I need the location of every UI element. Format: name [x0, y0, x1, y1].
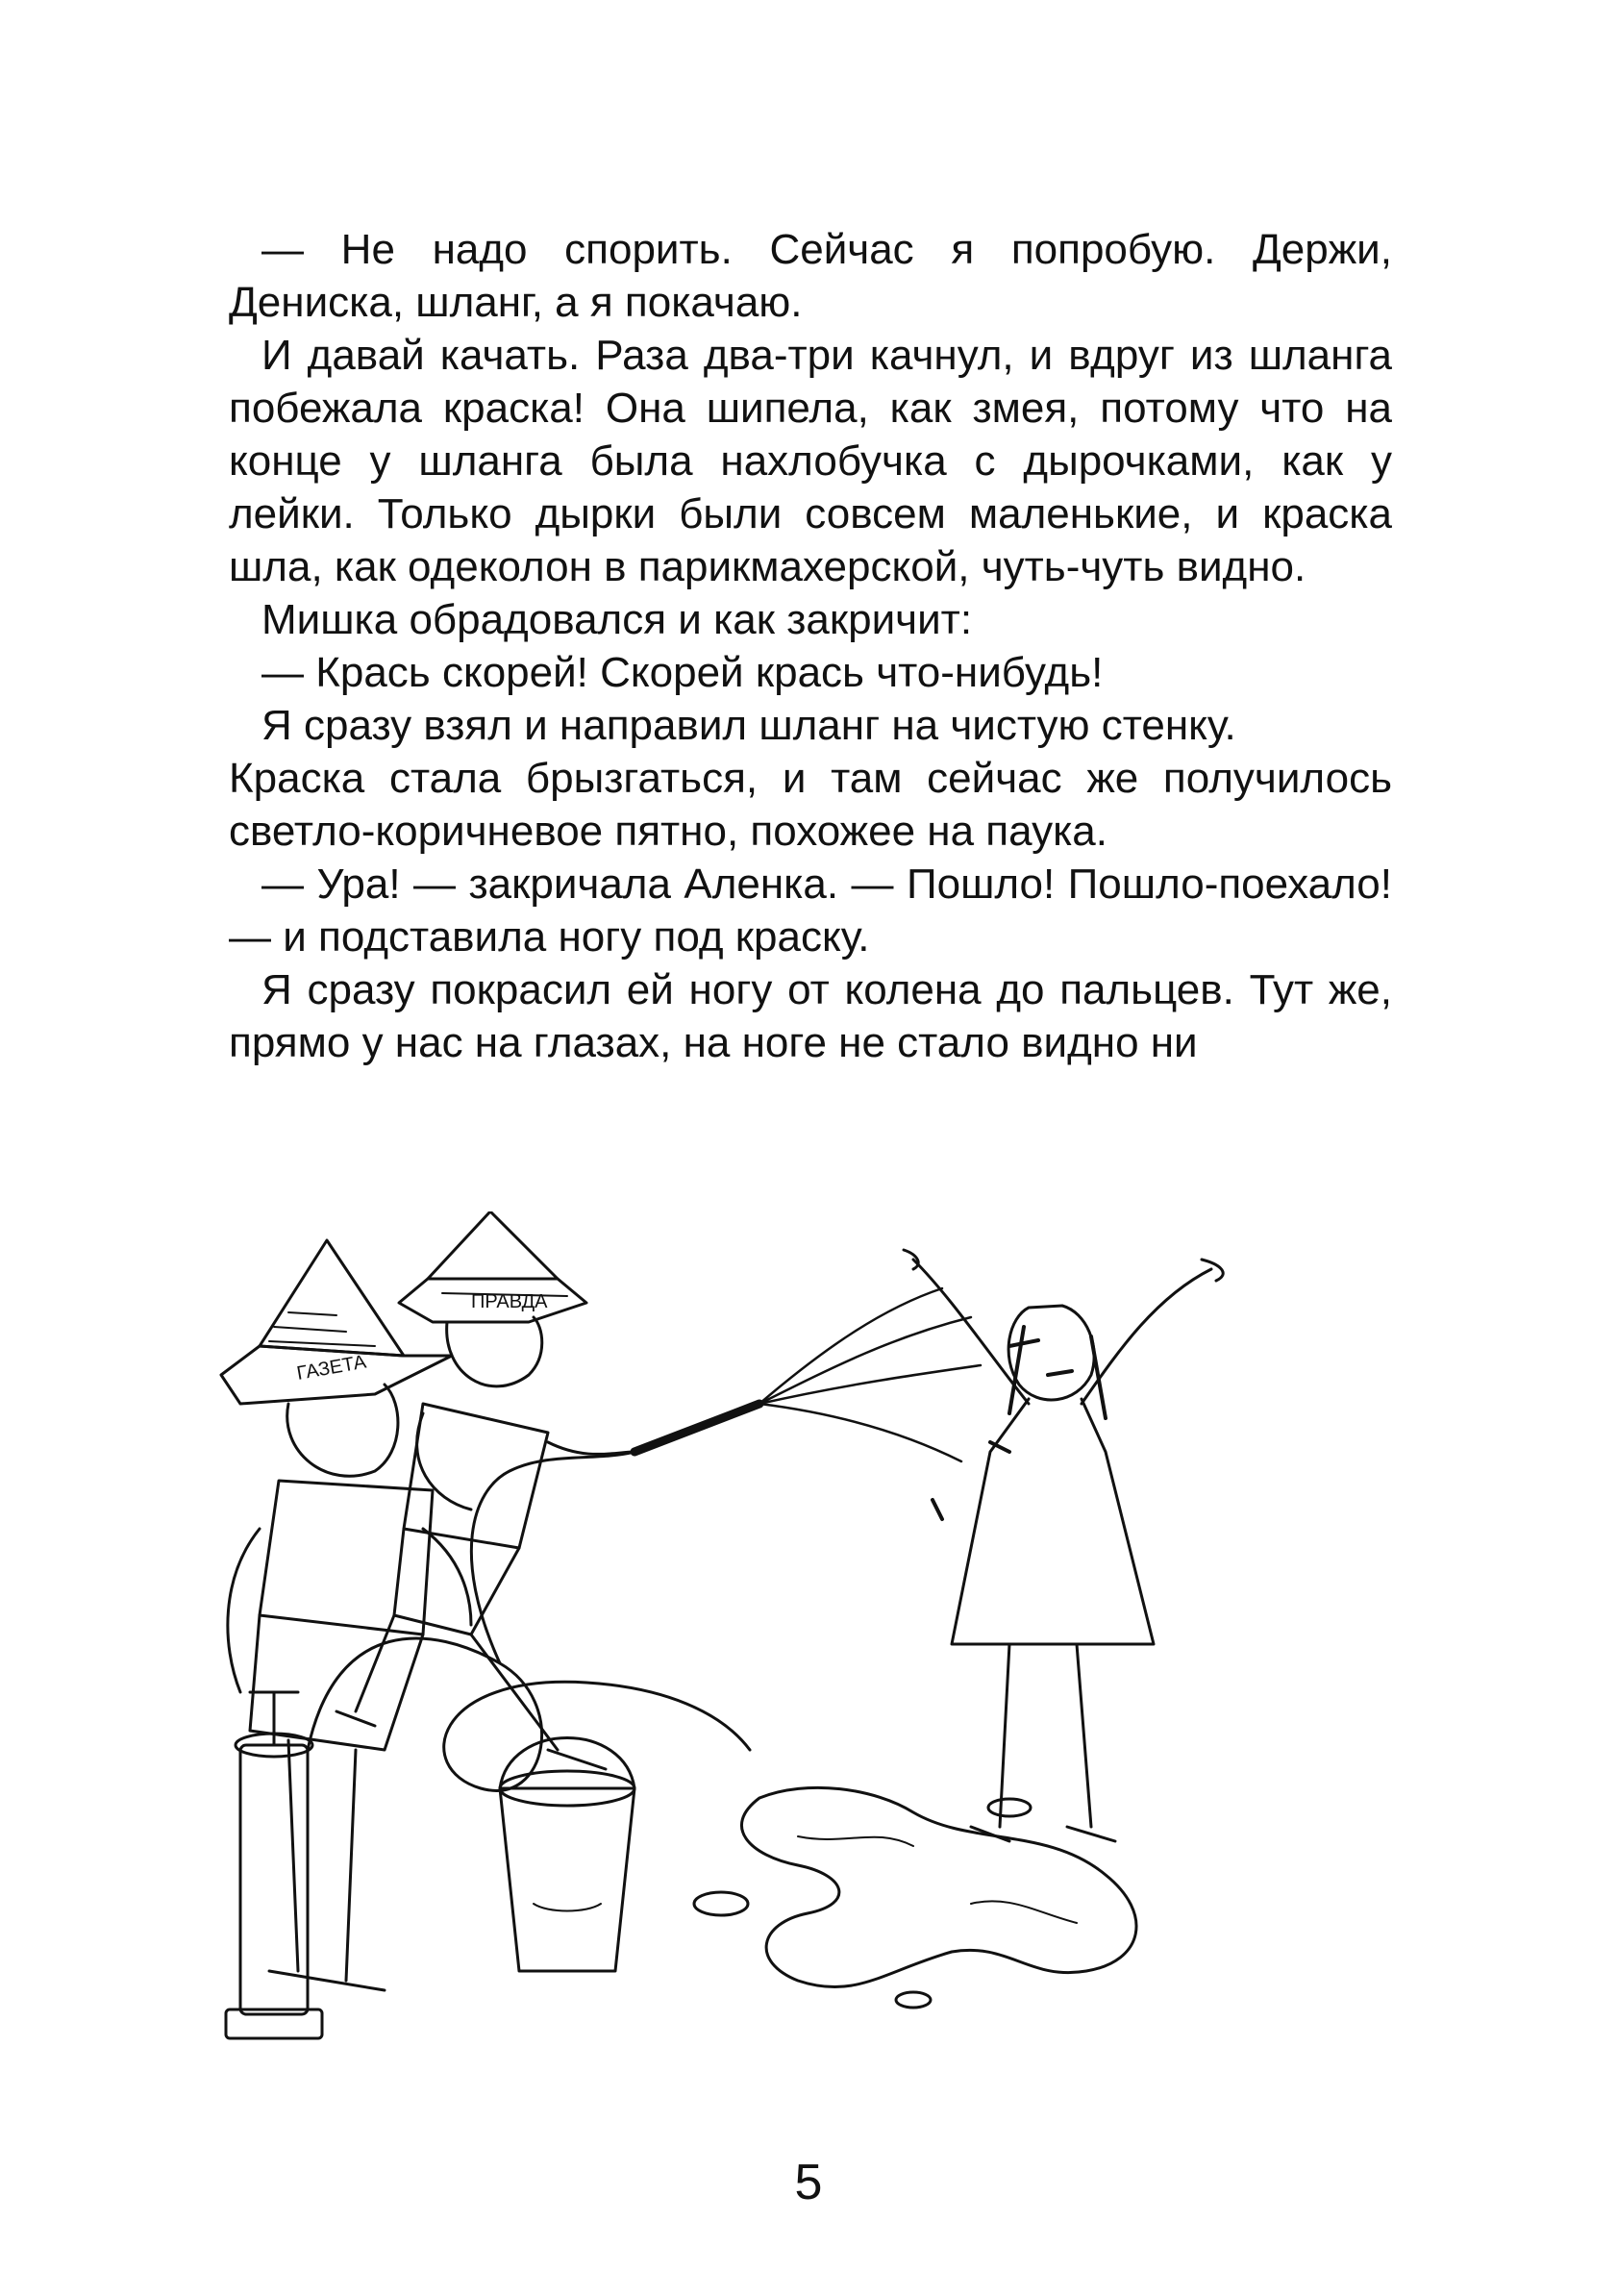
paint-bucket — [500, 1788, 634, 1971]
story-text — [229, 223, 1392, 1069]
paragraph: Краска стала брызгаться, и там сейчас же получилось светло-коричневое пятно, похожее на паука. — [229, 755, 1392, 855]
paragraph: — Не надо спорить. Сейчас я попробую. Держи, Дениска, шланг, а я покачаю. — [229, 226, 1392, 326]
paint-spray — [759, 1317, 971, 1404]
paragraph: Я сразу взял и направил шланг на чистую стенку. — [261, 702, 1236, 749]
hat-lettering-middle: ПРАВДА — [471, 1291, 548, 1312]
paint-puddle — [741, 1787, 1136, 1986]
paragraph: — Крась скорей! Скорей крась что-нибудь! — [261, 649, 1104, 696]
paint-hose — [308, 1452, 750, 1790]
paragraph: Мишка обрадовался и как закричит: — [261, 596, 973, 643]
paragraph: — Ура! — закричала Аленка. — Пошло! Пошло-поехало! — и подставила ногу под краску. — [229, 861, 1392, 961]
page-number: 5 — [794, 2155, 823, 2210]
paint-pump — [240, 1745, 308, 2014]
paragraph: Я сразу покрасил ей ногу от колена до пальцев. Тут же, прямо у нас на глазах, на ноге не стало видно ни — [229, 966, 1392, 1066]
boy-pumping — [221, 1240, 471, 1990]
paragraph: И давай качать. Раза два-три качнул, и вдруг из шланга побежала краска! Она шипела, как змея, потому что на конце у шланга была нахлобучка с дырочками, как у лейки. Только дырки были совсем маленькие, и краска шла, как одеколон в парикмахерской, чуть-чуть видно. — [229, 332, 1392, 590]
hat-lettering-left: ГАЗЕТА — [295, 1351, 368, 1385]
girl-alenka — [904, 1250, 1223, 1841]
illustration-kids-painting — [183, 1211, 1471, 2125]
